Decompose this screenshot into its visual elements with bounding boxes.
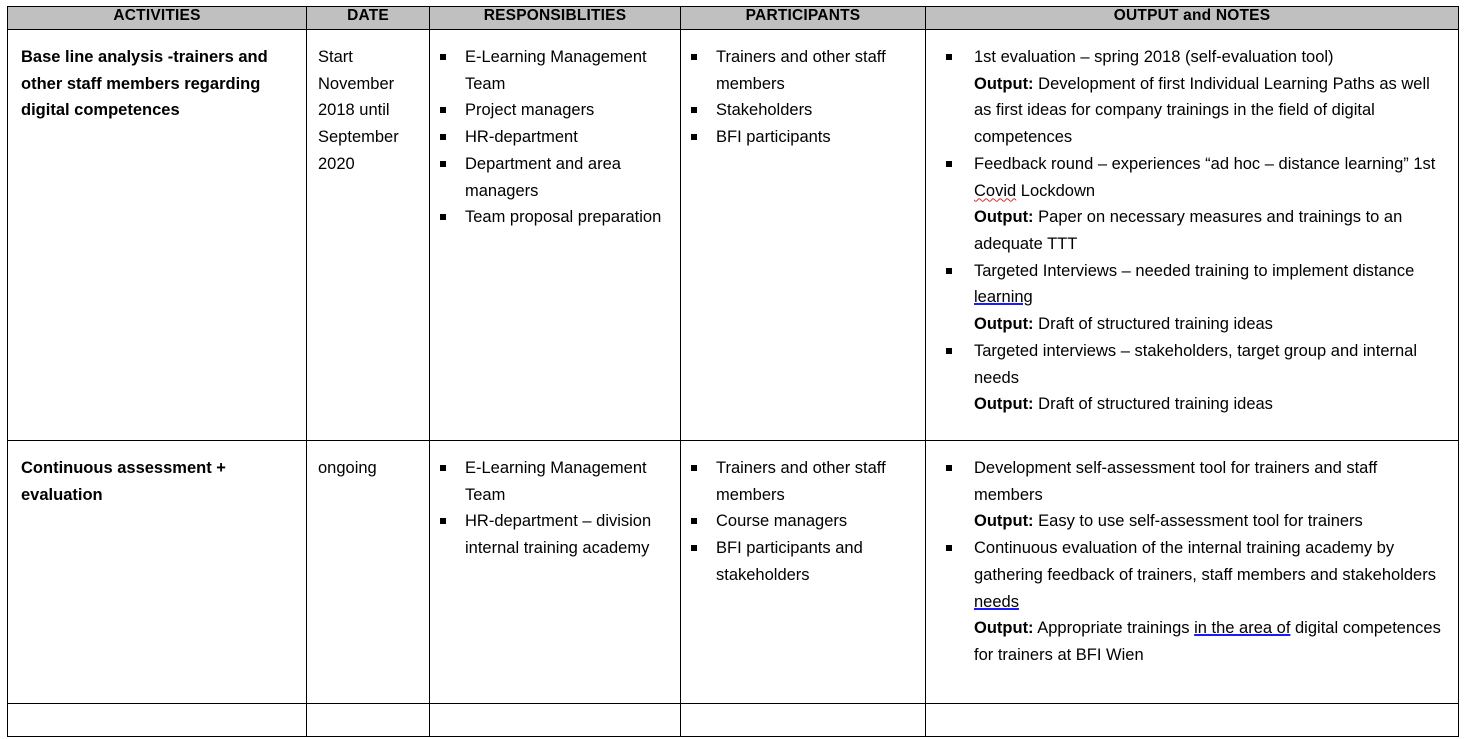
output-item-text: Continuous evaluation of the internal training academy by gathering feedback of trainers, staff members and stakeholders [974, 539, 1436, 584]
list-item: Department and area managers [430, 151, 672, 204]
cell-output-notes [926, 704, 1459, 737]
tracked-change-phrase: in the area of [1194, 619, 1291, 638]
cell-responsibilities [430, 30, 681, 441]
output-detail-post: digital competences for trainers at BFI Wien [974, 619, 1441, 665]
list-item [926, 258, 1448, 338]
list-item: HR-department [430, 124, 672, 151]
output-detail: Draft of structured training ideas [1038, 395, 1273, 414]
responsibilities-list [430, 44, 672, 231]
output-item-text-post: Lockdown [1016, 181, 1096, 200]
column-header-output-notes: OUTPUT and NOTES [926, 7, 1459, 30]
output-detail: Easy to use self-assessment tool for trainers [1038, 512, 1363, 531]
cell-date [307, 704, 430, 737]
list-item [926, 338, 1448, 418]
list-item: Trainers and other staff members [681, 455, 917, 508]
cell-date [307, 441, 430, 704]
table-row-partial [8, 704, 1459, 737]
column-header-participants: PARTICIPANTS [681, 7, 926, 30]
list-item [926, 151, 1448, 258]
date-text: ongoing [318, 459, 377, 477]
output-label: Output: [974, 208, 1034, 227]
cell-participants [681, 704, 926, 737]
participants-list [681, 455, 917, 589]
participants-list [681, 44, 917, 151]
cell-output-notes [926, 30, 1459, 441]
cell-activities [8, 441, 307, 704]
list-item: Course managers [681, 508, 917, 535]
cell-participants [681, 30, 926, 441]
list-item: BFI participants and stakeholders [681, 535, 917, 588]
output-label: Output: [974, 395, 1034, 414]
output-list [926, 44, 1448, 418]
date-text: Start November 2018 until September 2020 [318, 48, 399, 173]
tracked-change-word: learning [974, 288, 1033, 307]
output-label: Output: [974, 315, 1034, 334]
cell-activities [8, 704, 307, 737]
list-item: Trainers and other staff members [681, 44, 917, 97]
tracked-change-word: needs [974, 592, 1019, 611]
list-item: HR-department – division internal training academy [430, 508, 672, 561]
output-detail-pre: Appropriate trainings [1037, 619, 1195, 638]
output-label: Output: [974, 74, 1034, 93]
spellcheck-word: Covid [974, 181, 1017, 200]
output-item-text: Development self-assessment tool for trainers and staff members [974, 459, 1378, 504]
cell-responsibilities [430, 704, 681, 737]
activities-text: Base line analysis -trainers and other staff members regarding digital competences [21, 48, 268, 120]
output-item-text: 1st evaluation – spring 2018 (self-evaluation tool) [974, 48, 1334, 66]
list-item [926, 44, 1448, 151]
list-item: E-Learning Management Team [430, 455, 672, 508]
list-item [926, 455, 1448, 535]
cell-participants [681, 441, 926, 704]
output-label: Output: [974, 619, 1034, 638]
table-row [8, 30, 1459, 441]
output-list [926, 455, 1448, 669]
cell-date [307, 30, 430, 441]
output-item-text: Targeted interviews – stakeholders, target group and internal needs [974, 341, 1418, 387]
table-header-row [8, 7, 1459, 30]
activities-text: Continuous assessment + evaluation [21, 459, 226, 504]
column-header-responsibilities: RESPONSIBLITIES [430, 7, 681, 30]
output-detail: Paper on necessary measures and trainings to an adequate TTT [974, 208, 1403, 254]
list-item: Team proposal preparation [430, 204, 672, 231]
activities-plan-table [7, 6, 1459, 737]
cell-responsibilities [430, 441, 681, 704]
output-item-text: Feedback round – experiences “ad hoc – distance learning” 1st [974, 154, 1436, 173]
list-item: BFI participants [681, 124, 917, 151]
list-item: E-Learning Management Team [430, 44, 672, 97]
output-item-text: Targeted Interviews – needed training to implement distance [974, 261, 1415, 280]
column-header-date: DATE [307, 7, 430, 30]
responsibilities-list [430, 455, 672, 562]
list-item: Stakeholders [681, 97, 917, 124]
output-label: Output: [974, 512, 1034, 531]
table-row [8, 441, 1459, 704]
list-item [926, 535, 1448, 669]
output-detail: Draft of structured training ideas [1038, 315, 1273, 334]
output-detail: Development of first Individual Learning Paths as well as first ideas for company trainings in the field of digital competences [974, 74, 1430, 147]
cell-activities [8, 30, 307, 441]
column-header-activities: ACTIVITIES [8, 7, 307, 30]
cell-output-notes [926, 441, 1459, 704]
list-item: Project managers [430, 97, 672, 124]
